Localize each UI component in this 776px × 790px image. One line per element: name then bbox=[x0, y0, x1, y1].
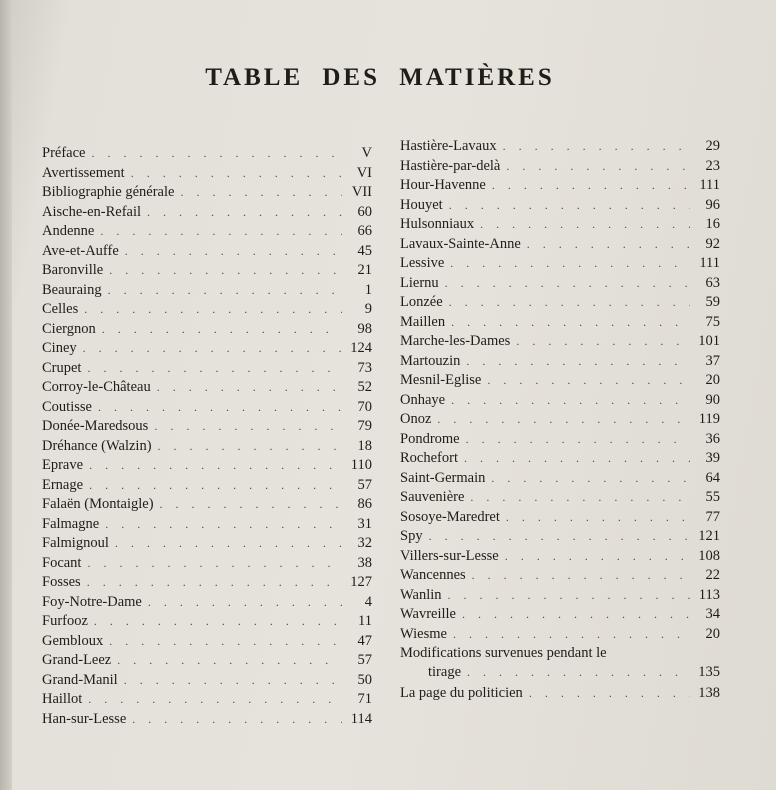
toc-entry bbox=[42, 145, 372, 165]
toc-entry bbox=[42, 223, 372, 243]
leader-dots bbox=[109, 634, 342, 649]
toc-entry-name: Dréhance (Walzin) bbox=[42, 437, 152, 454]
toc-entry-page: 96 bbox=[705, 196, 720, 213]
toc-entry bbox=[42, 477, 372, 497]
toc-entry-page: 20 bbox=[705, 625, 720, 642]
toc-entry-page: 20 bbox=[705, 372, 720, 388]
toc-entry bbox=[42, 321, 372, 341]
leader-dots bbox=[516, 334, 690, 349]
toc-entry bbox=[400, 509, 720, 529]
leader-dots bbox=[84, 302, 342, 317]
toc-entry-name: Corroy-le-Château bbox=[42, 379, 151, 395]
toc-entry-page: VII bbox=[351, 184, 372, 200]
page-edge bbox=[0, 0, 12, 790]
leader-dots bbox=[160, 497, 342, 512]
toc-entry bbox=[400, 431, 720, 451]
toc-entry bbox=[42, 633, 372, 653]
toc-entry-page: 52 bbox=[357, 379, 372, 395]
toc-entry bbox=[400, 548, 720, 568]
toc-entry bbox=[400, 275, 720, 295]
toc-entry-page: 59 bbox=[705, 294, 720, 310]
toc-entry-name: Spy bbox=[400, 528, 423, 544]
toc-entry-name: Falmignoul bbox=[42, 535, 109, 551]
toc-entry-page: 66 bbox=[357, 223, 372, 239]
toc-entry bbox=[42, 418, 372, 438]
toc-entry bbox=[400, 411, 720, 431]
toc-entry-page: 111 bbox=[699, 255, 720, 271]
leader-dots bbox=[148, 595, 342, 610]
leader-dots bbox=[466, 432, 690, 447]
toc-entry-page: V bbox=[361, 145, 372, 161]
toc-entry-page: 86 bbox=[357, 496, 372, 512]
toc-entry-name: Marche-les-Dames bbox=[400, 333, 511, 349]
toc-entry-name: Falmagne bbox=[42, 515, 100, 532]
toc-entry bbox=[42, 184, 372, 204]
leader-dots bbox=[451, 393, 690, 408]
toc-entry-name: Grand-Leez bbox=[42, 652, 112, 668]
toc-entry-name: Grand-Manil bbox=[42, 671, 118, 688]
toc-entry-page: 92 bbox=[705, 235, 720, 252]
toc-entry bbox=[42, 379, 372, 399]
toc-entry-page: 119 bbox=[698, 411, 720, 427]
toc-entry-page: 77 bbox=[705, 508, 720, 525]
toc-entry-name: Avertissement bbox=[42, 164, 125, 181]
leader-dots bbox=[89, 478, 342, 493]
toc-entry-page: 138 bbox=[698, 685, 720, 701]
toc-entry-page: 34 bbox=[705, 606, 720, 622]
toc-entry-name: Haillot bbox=[42, 691, 83, 707]
toc-entry-name: Lessive bbox=[400, 255, 445, 271]
toc-entry-name: Aische-en-Refail bbox=[42, 203, 142, 220]
leader-dots bbox=[98, 400, 342, 415]
toc-entry-name: Fosses bbox=[42, 574, 81, 590]
leader-dots bbox=[451, 315, 690, 330]
toc-entry-name: Hastière-par-delà bbox=[400, 157, 501, 174]
toc-entry-page: 47 bbox=[357, 632, 372, 649]
leader-dots bbox=[87, 361, 342, 376]
toc-entry bbox=[42, 594, 372, 614]
toc-entry-name: Han-sur-Lesse bbox=[42, 710, 127, 727]
leader-dots bbox=[87, 556, 342, 571]
toc-entry-page: 108 bbox=[698, 547, 720, 564]
toc-entry bbox=[42, 399, 372, 419]
toc-entry-page: 18 bbox=[357, 437, 372, 454]
toc-entry-name: Hulsonniaux bbox=[400, 216, 475, 232]
toc-entry bbox=[400, 567, 720, 587]
toc-entry-page: 79 bbox=[357, 418, 372, 434]
leader-dots bbox=[147, 205, 342, 220]
toc-entry-name: Donée-Maredsous bbox=[42, 418, 149, 434]
leader-dots bbox=[472, 568, 690, 583]
toc-entry bbox=[42, 165, 372, 185]
toc-entry-page: 38 bbox=[357, 554, 372, 571]
toc-entry-page: 101 bbox=[698, 333, 720, 349]
toc-entry bbox=[400, 528, 720, 548]
toc-entry bbox=[400, 470, 720, 490]
leader-dots bbox=[480, 217, 690, 232]
toc-entry-name: Falaën (Montaigle) bbox=[42, 496, 154, 512]
toc-entry bbox=[42, 301, 372, 321]
toc-entry bbox=[42, 574, 372, 594]
toc-entry bbox=[42, 340, 372, 360]
toc-entry bbox=[400, 197, 720, 217]
toc-entry-name: Saint-Germain bbox=[400, 469, 486, 486]
leader-dots bbox=[453, 627, 690, 642]
leader-dots bbox=[102, 322, 342, 337]
leader-dots bbox=[154, 419, 342, 434]
toc-entry bbox=[400, 392, 720, 412]
leader-dots bbox=[124, 673, 342, 688]
toc-entry bbox=[400, 353, 720, 373]
toc-entry-name: Furfooz bbox=[42, 613, 88, 629]
leader-dots bbox=[180, 185, 342, 200]
leader-dots bbox=[445, 276, 690, 291]
toc-entry-name: Ciney bbox=[42, 340, 77, 356]
toc-entry-name: Wanlin bbox=[400, 586, 442, 603]
toc-entry-name: Ciergnon bbox=[42, 320, 96, 337]
toc-entry-page: 31 bbox=[357, 515, 372, 532]
leader-dots bbox=[449, 198, 690, 213]
toc-entry-name: Mesnil-Eglise bbox=[400, 372, 482, 388]
toc-entry-name: Onhaye bbox=[400, 391, 446, 408]
toc-entry-page: 110 bbox=[350, 457, 372, 473]
toc-entry-name: Hastière-Lavaux bbox=[400, 138, 497, 154]
toc-entry bbox=[42, 535, 372, 555]
toc-entry-page: 36 bbox=[705, 430, 720, 447]
toc-entry bbox=[42, 204, 372, 224]
toc-entry bbox=[400, 158, 720, 178]
toc-entry-page: 111 bbox=[699, 177, 720, 193]
leader-dots bbox=[506, 159, 690, 174]
toc-entry-page: 73 bbox=[357, 359, 372, 376]
toc-entry-page: 1 bbox=[364, 281, 372, 298]
toc-entry-name: Eprave bbox=[42, 457, 84, 473]
toc-entry-page: 124 bbox=[350, 340, 372, 356]
leader-dots bbox=[157, 380, 342, 395]
toc-entry-page: 71 bbox=[357, 691, 372, 707]
toc-entry bbox=[400, 314, 720, 334]
toc-entry-name: Modifications survenues pendant le bbox=[400, 645, 607, 661]
toc-entry-page: 113 bbox=[698, 586, 720, 603]
leader-dots bbox=[89, 458, 342, 473]
leader-dots bbox=[448, 588, 690, 603]
leader-dots bbox=[449, 295, 690, 310]
toc-entry bbox=[42, 457, 372, 477]
toc-entry bbox=[400, 138, 720, 158]
toc-entry bbox=[42, 243, 372, 263]
page-title: TABLE DES MATIÈRES bbox=[205, 64, 555, 91]
leader-dots bbox=[529, 686, 690, 701]
toc-entry-name: Coutisse bbox=[42, 398, 92, 415]
toc-entry-name: Focant bbox=[42, 554, 82, 571]
toc-entry-page: 55 bbox=[705, 489, 720, 505]
toc-entry-page: 121 bbox=[698, 528, 720, 544]
toc-entry bbox=[400, 294, 720, 314]
leader-dots bbox=[464, 451, 690, 466]
toc-entry-name: Wavreille bbox=[400, 606, 456, 622]
toc-entry-name: Andenne bbox=[42, 223, 95, 239]
toc-entry-name: Onoz bbox=[400, 411, 432, 427]
toc-entry bbox=[400, 216, 720, 236]
toc-entry-name: Villers-sur-Lesse bbox=[400, 547, 499, 564]
toc-entry-page: 9 bbox=[364, 301, 372, 317]
toc-entry-name: Pondrome bbox=[400, 430, 460, 447]
leader-dots bbox=[91, 146, 342, 161]
toc-entry bbox=[42, 262, 372, 282]
leader-dots bbox=[492, 178, 690, 193]
leader-dots bbox=[100, 224, 342, 239]
toc-right-column bbox=[400, 138, 720, 705]
leader-dots bbox=[466, 354, 690, 369]
toc-entry-page: 60 bbox=[357, 203, 372, 220]
toc-entry-page: 29 bbox=[705, 138, 720, 154]
leader-dots bbox=[87, 575, 342, 590]
toc-entry-page: 23 bbox=[705, 157, 720, 174]
toc-entry-name: Préface bbox=[42, 145, 86, 161]
toc-entry-name: Maillen bbox=[400, 313, 446, 330]
toc-entry-name: Sauvenière bbox=[400, 489, 465, 505]
toc-entry-name: Wiesme bbox=[400, 625, 447, 642]
toc-entry-page: 127 bbox=[350, 574, 372, 590]
toc-entry-name: Wancennes bbox=[400, 567, 466, 583]
leader-dots bbox=[131, 166, 342, 181]
toc-entry-name: Sosoye-Maredret bbox=[400, 508, 500, 525]
toc-entry bbox=[42, 516, 372, 536]
leader-dots bbox=[487, 373, 690, 388]
toc-entry-politicien bbox=[400, 685, 720, 705]
toc-entry bbox=[400, 587, 720, 607]
leader-dots bbox=[132, 712, 342, 727]
leader-dots bbox=[109, 263, 342, 278]
toc-entry-page: 39 bbox=[705, 450, 720, 466]
toc-entry bbox=[400, 255, 720, 275]
toc-entry-name: Gembloux bbox=[42, 632, 104, 649]
toc-entry bbox=[42, 496, 372, 516]
toc-entry-name: Baronville bbox=[42, 262, 104, 278]
leader-dots bbox=[450, 256, 690, 271]
toc-entry-name: Lonzée bbox=[400, 294, 443, 310]
leader-dots bbox=[470, 490, 690, 505]
toc-entry bbox=[400, 177, 720, 197]
leader-dots bbox=[506, 510, 690, 525]
leader-dots bbox=[429, 529, 690, 544]
leader-dots bbox=[125, 244, 342, 259]
toc-entry-modifications bbox=[400, 645, 720, 683]
leader-dots bbox=[115, 536, 342, 551]
toc-entry-page: 57 bbox=[357, 476, 372, 493]
toc-entry-name: Bibliographie générale bbox=[42, 184, 175, 200]
toc-entry bbox=[42, 613, 372, 633]
toc-entry-name: Ave-et-Auffe bbox=[42, 242, 119, 259]
leader-dots bbox=[503, 139, 690, 154]
toc-entry-page: 11 bbox=[358, 613, 372, 629]
toc-entry bbox=[42, 438, 372, 458]
toc-entry-page: 21 bbox=[357, 262, 372, 278]
toc-entry-page: 32 bbox=[357, 535, 372, 551]
toc-entry-name: Rochefort bbox=[400, 450, 458, 466]
toc-entry bbox=[400, 236, 720, 256]
toc-entry-page: 4 bbox=[364, 593, 372, 610]
toc-left-column bbox=[42, 145, 372, 730]
toc-entry-name-cont: tirage bbox=[428, 664, 462, 680]
leader-dots bbox=[505, 549, 690, 564]
leader-dots bbox=[527, 237, 690, 252]
leader-dots bbox=[437, 412, 690, 427]
leader-dots bbox=[117, 653, 342, 668]
toc-entry bbox=[400, 606, 720, 626]
toc-entry-name: Lavaux-Sainte-Anne bbox=[400, 235, 521, 252]
toc-entry-page: 64 bbox=[705, 469, 720, 486]
leader-dots bbox=[83, 341, 342, 356]
toc-entry-page: 22 bbox=[705, 567, 720, 583]
toc-entry-page: 50 bbox=[357, 671, 372, 688]
toc-entry-page: 37 bbox=[705, 352, 720, 369]
leader-dots bbox=[467, 665, 690, 680]
toc-entry-page: 45 bbox=[357, 242, 372, 259]
toc-entry-name: Houyet bbox=[400, 196, 443, 213]
leader-dots bbox=[94, 614, 342, 629]
toc-entry bbox=[400, 489, 720, 509]
toc-entry-name: Hour-Havenne bbox=[400, 177, 486, 193]
toc-entry-page: 90 bbox=[705, 391, 720, 408]
toc-entry-page: 57 bbox=[357, 652, 372, 668]
toc-entry-name: Celles bbox=[42, 301, 79, 317]
leader-dots bbox=[462, 607, 690, 622]
toc-entry-page: 98 bbox=[357, 320, 372, 337]
toc-entry bbox=[42, 711, 372, 731]
toc-entry bbox=[400, 372, 720, 392]
toc-entry-page: 70 bbox=[357, 398, 372, 415]
toc-entry bbox=[42, 282, 372, 302]
toc-entry-page: 16 bbox=[705, 216, 720, 232]
toc-entry bbox=[42, 672, 372, 692]
toc-entry-page: 135 bbox=[698, 664, 720, 680]
leader-dots bbox=[88, 692, 342, 707]
toc-entry bbox=[400, 626, 720, 646]
leader-dots bbox=[491, 471, 690, 486]
toc-entry bbox=[42, 691, 372, 711]
leader-dots bbox=[105, 517, 342, 532]
toc-entry-page: 75 bbox=[705, 313, 720, 330]
toc-entry-name: Foy-Notre-Dame bbox=[42, 593, 142, 610]
toc-entry-name: La page du politicien bbox=[400, 685, 523, 701]
toc-entry-name: Beauraing bbox=[42, 281, 102, 298]
toc-entry bbox=[42, 360, 372, 380]
leader-dots bbox=[108, 283, 342, 298]
toc-entry bbox=[400, 333, 720, 353]
toc-entry-page: 114 bbox=[350, 710, 372, 727]
toc-entry-page: VI bbox=[356, 164, 372, 181]
toc-entry-page: 63 bbox=[705, 274, 720, 291]
toc-entry-name: Martouzin bbox=[400, 352, 461, 369]
toc-entry-name: Liernu bbox=[400, 274, 439, 291]
toc-entry-name: Crupet bbox=[42, 359, 82, 376]
toc-entry bbox=[42, 555, 372, 575]
toc-entry bbox=[42, 652, 372, 672]
toc-entry-name: Ernage bbox=[42, 476, 84, 493]
toc-entry bbox=[400, 450, 720, 470]
leader-dots bbox=[158, 439, 342, 454]
